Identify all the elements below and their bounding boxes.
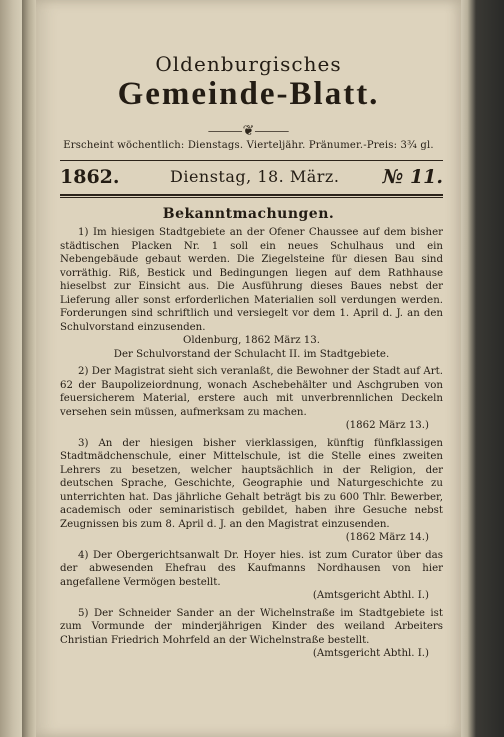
notice-1-place-date: Oldenburg, 1862 März 13. [182,335,321,346]
facing-page-edge [0,0,22,737]
rule-top [60,160,443,161]
notice-1: 1) Im hiesigen Stadtgebiete an der Ofener Chaussee auf dem bisher städtischen Placken Nr. 1 soll ein neues Schulhaus und ein Nebengebäude gebaut werden. Die Ziegelsteine für diesen Bau sind vorräthig. Riß, Bestick und Bedingungen liegen auf dem Rathhause hieselbst zur Einsicht aus. Die Ausführung dieses Baues nebst der Lieferung aller sonst erforderlichen Materialien soll verdungen werden. Forderungen sind schriftlich und versiegelt vor dem 1. April d. J. an den Schulvorstand einzusenden. [60,227,443,333]
notices-body [60,226,443,661]
issue-date: Dienstag, 18. März. [170,167,340,186]
newspaper-page [36,0,461,737]
notice-4: 4) Der Obergerichtsanwalt Dr. Hoyer hies. ist zum Curator über das der abwesenden Ehefrau des Kaufmanns Nordhausen von hier angefallene Vermögen bestellt. [60,549,443,588]
notice-3-date: (1862 März 14.) [345,532,429,543]
book-gutter [22,0,36,737]
notice-5: 5) Der Schneider Sander an der Wichelnstraße im Stadtgebiete ist zum Vormunde der minderjährigen Kinder des weiland Arbeiters Christian Friedrich Mohrfeld an der Wichelnstraße bestellt. [60,607,443,646]
notice-1-signature: Der Schulvorstand der Schulacht II. im Stadtgebiete. [113,348,390,360]
page-stack-edge [461,0,504,737]
notice-2-date: (1862 März 13.) [345,420,429,431]
notice-3: 3) An der hiesigen bisher vierklassigen, künftig fünfklassigen Stadtmädchenschule, einer Mittelschule, ist die Stelle eines zweiten Lehrers zu besetzen, welcher hauptsächlich in der Religion, der deutschen Sprache, Geschichte, Geographie und Naturgeschichte zu unterrichten hat. Das jährliche Gehalt beträgt bis zu 600 Thlr. Bewerber, academisch oder seminaristisch gebildet, haben ihre Gesuche nebst Zeugnissen bis zum 8. April d. J. an den Magistrat einzusenden. [60,437,443,530]
notice-5-source: (Amtsgericht Abthl. I.) [312,648,429,659]
masthead-title: Gemeinde-Blatt. [117,76,380,112]
subscription-info: Erscheint wöchentlich: Dienstags. Vierteljähr. Pränumer.-Preis: 3¾ gl. [63,140,434,151]
rule-thick [60,194,443,196]
dateline [60,166,443,190]
notice-4-source: (Amtsgericht Abthl. I.) [312,590,429,601]
masthead-top-line: Oldenburgisches [155,52,342,76]
rule-thin [60,197,443,198]
ornament-divider: ⸻❦⸻ [207,123,290,139]
notice-2: 2) Der Magistrat sieht sich veranlaßt, die Bewohner der Stadt auf Art. 62 der Baupolizeiordnung, wonach Aschebehälter und Aschgruben von feuersicherem Material, erstere auch mit unverbrennlichen Deckeln versehen sein müssen, aufmerksam zu machen. [60,366,443,418]
section-title: Bekanntmachungen. [162,206,335,222]
issue-number: № 11. [382,166,443,188]
issue-year: 1862. [60,166,120,188]
